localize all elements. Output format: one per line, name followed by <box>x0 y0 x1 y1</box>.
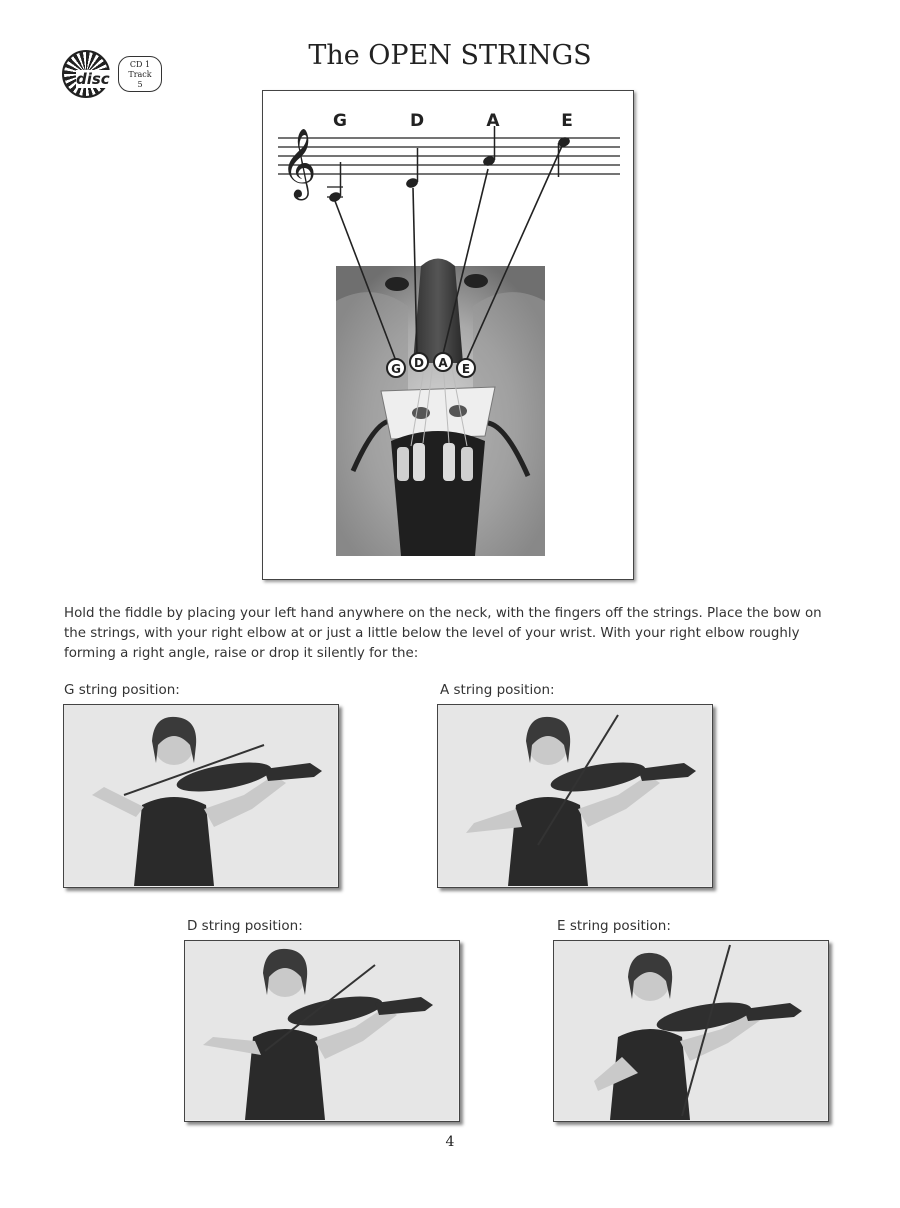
note-name-a: A <box>486 111 500 131</box>
photo-g-string-position <box>63 704 339 888</box>
violin-photo <box>336 259 545 557</box>
treble-clef-icon: 𝄞 <box>281 128 317 198</box>
page-number: 4 <box>445 1134 455 1150</box>
instructions-paragraph: Hold the fiddle by placing your left hand anywhere on the neck, with the fingers off the strings. Place the bow on the strings, with your right elbow at or just a little below the level of your wrist. With your right elbow roughly forming a right angle, raise or drop it silently for the: <box>64 606 822 661</box>
photo-e-string-position <box>553 940 829 1122</box>
caption-g-string: G string position: <box>64 682 180 698</box>
string-label-e <box>457 359 475 377</box>
caption-a-string: A string position: <box>440 682 555 698</box>
string-label-d-text: D <box>414 356 424 370</box>
note-d <box>405 148 419 189</box>
photo-d-string-position <box>184 940 460 1122</box>
staff-and-violin-diagram <box>263 91 632 578</box>
cd-track-label: Track <box>128 70 152 79</box>
string-label-a <box>434 353 452 371</box>
cd-disc-label: disc <box>76 70 122 88</box>
cd-track-box <box>118 56 162 92</box>
cd-track-badge <box>62 50 166 98</box>
string-label-a-text: A <box>438 356 448 370</box>
string-label-g-text: G <box>391 362 401 376</box>
cd-number: CD 1 <box>129 60 151 69</box>
note-g <box>327 162 343 203</box>
string-label-g <box>387 359 405 377</box>
photo-a-string-position <box>437 704 713 888</box>
note-name-d: D <box>409 111 425 131</box>
player-illustration-e <box>554 941 827 1120</box>
string-label-d <box>410 353 428 371</box>
open-strings-figure <box>262 90 634 580</box>
string-label-e-text: E <box>461 362 471 376</box>
note-name-g: G <box>333 111 347 131</box>
cd-track-number: 5 <box>137 80 143 89</box>
caption-e-string: E string position: <box>557 918 671 934</box>
note-name-e: E <box>561 111 573 131</box>
caption-d-string: D string position: <box>187 918 303 934</box>
page-title: The OPEN STRINGS <box>308 40 592 71</box>
player-illustration-a <box>438 705 711 886</box>
player-illustration-d <box>185 941 458 1120</box>
player-illustration-g <box>64 705 337 886</box>
